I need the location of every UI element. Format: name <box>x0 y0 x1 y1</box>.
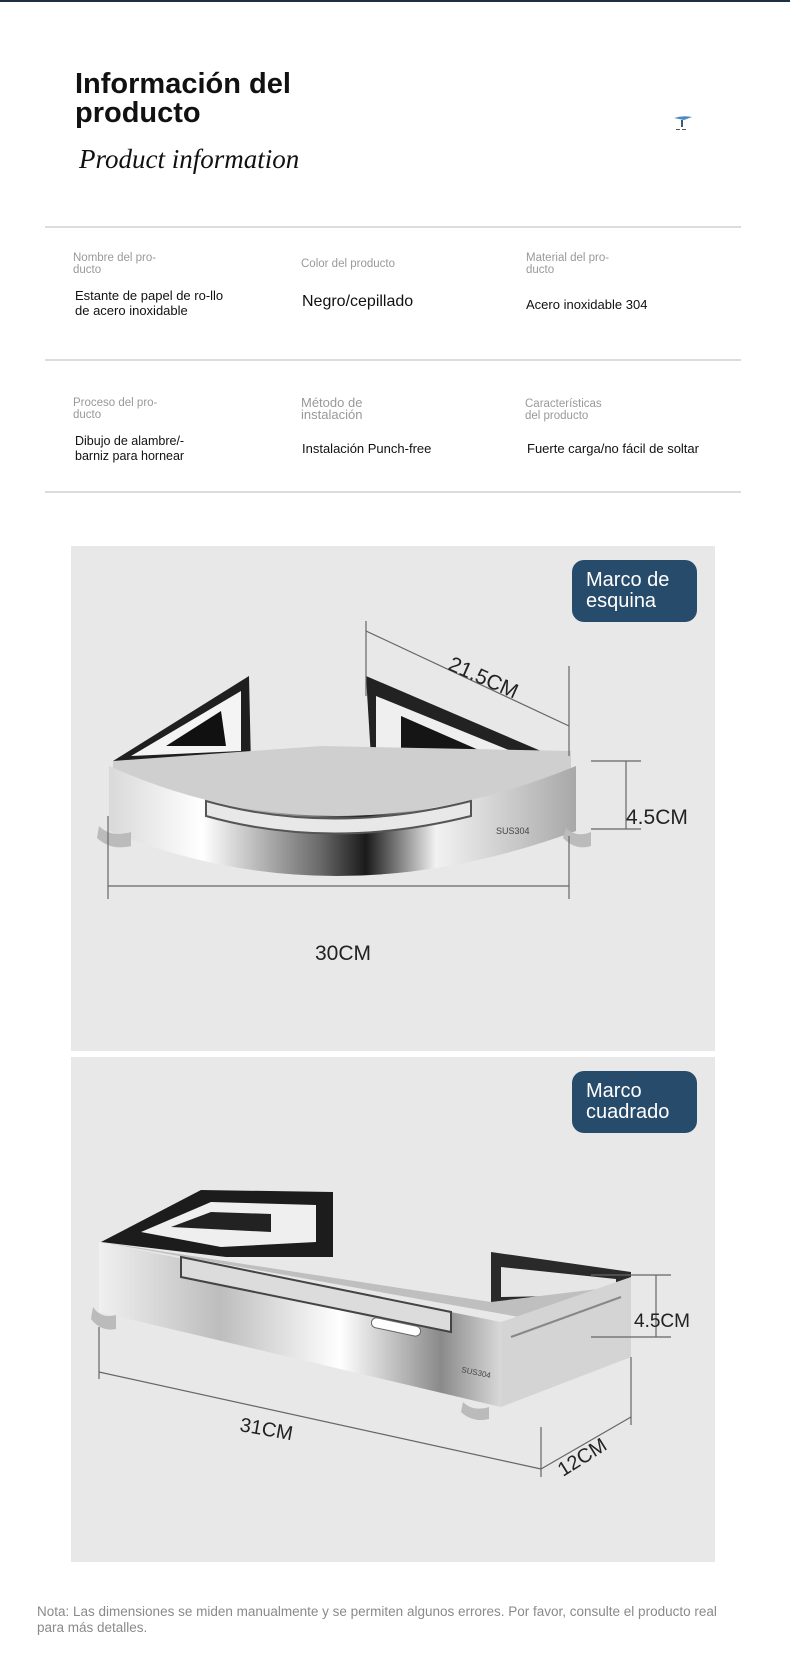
disclaimer-note: Nota: Las dimensiones se miden manualmente y se permiten algunos errores. Por favor, consulte el producto real para más detalles. <box>37 1604 717 1635</box>
depth-dimension-label: 21.5CM <box>444 652 522 704</box>
height-dimension-label: 4.5CM <box>634 1311 690 1332</box>
spec-label: Material del pro-ducto <box>526 252 610 276</box>
spec-value: Acero inoxidable 304 <box>526 297 648 312</box>
page-subtitle: Product information <box>79 144 300 174</box>
brand-mark-icon <box>672 114 694 134</box>
spec-product-color <box>301 258 501 270</box>
spec-label: Características del producto <box>525 398 602 422</box>
spec-value: Estante de papel de ro-llo de acero inoxidable <box>75 288 224 318</box>
width-dimension-label: 30CM <box>315 942 372 965</box>
spec-install-method <box>301 397 501 421</box>
spec-label: Color del producto <box>301 258 395 270</box>
table-divider <box>45 226 741 228</box>
table-divider <box>45 491 741 493</box>
spec-product-process <box>73 397 273 421</box>
corner-shelf-illustration <box>71 546 715 1051</box>
table-divider <box>45 359 741 361</box>
spec-value: Negro/cepillado <box>302 293 414 310</box>
corner-shelf-photo <box>71 546 715 1051</box>
spec-value: Instalación Punch-free <box>302 441 432 456</box>
spec-product-material <box>526 252 726 276</box>
page-title: Información del producto <box>75 68 291 129</box>
height-dimension-label: 4.5CM <box>626 806 688 829</box>
depth-dimension-label: 12CM <box>553 1434 611 1482</box>
width-dimension-label: 31CM <box>238 1414 295 1446</box>
spec-label: Nombre del pro-ducto <box>73 252 157 276</box>
engraving-text: SUS304 <box>496 826 530 836</box>
spec-value: Fuerte carga/no fácil de soltar <box>527 441 699 456</box>
spec-value: Dibujo de alambre/-barniz para hornear <box>75 434 185 463</box>
engraving-text: SUS304 <box>460 1365 492 1381</box>
spec-label: Proceso del pro-ducto <box>73 397 158 421</box>
product-badge: Marco cuadrado <box>572 1071 697 1133</box>
spec-label: Método de instalación <box>301 395 363 422</box>
square-shelf-illustration <box>71 1057 715 1562</box>
spec-product-features <box>525 398 725 422</box>
spec-product-name <box>73 252 273 276</box>
square-shelf-photo <box>71 1057 715 1562</box>
product-badge: Marco de esquina <box>572 560 697 622</box>
top-accent-bar <box>0 0 790 2</box>
